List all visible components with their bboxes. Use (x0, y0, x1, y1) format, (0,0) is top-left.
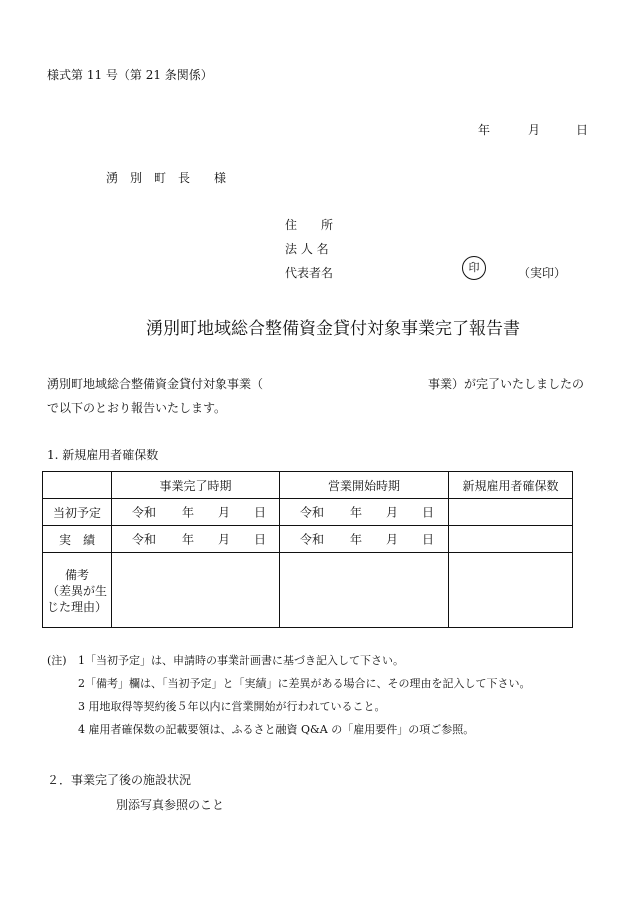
month-unit: 月 (218, 505, 231, 520)
year-unit: 年 (350, 505, 363, 520)
era: 令和 (132, 505, 157, 520)
actual-new-employees[interactable] (449, 526, 573, 553)
note-item-3: 3 用地取得等契約後５年以内に営業開始が行われていること。 (78, 700, 386, 713)
section1-heading: 1. 新規雇用者確保数 (47, 448, 159, 462)
day-unit: 日 (254, 532, 267, 547)
year-unit: 年 (350, 532, 363, 547)
day-unit: 日 (422, 505, 435, 520)
day-unit: 日 (254, 505, 267, 520)
header-new-employees: 新規雇用者確保数 (449, 472, 573, 499)
header-corner (43, 472, 112, 499)
month-unit: 月 (218, 532, 231, 547)
remarks-employees[interactable] (449, 553, 573, 628)
form-number: 様式第 11 号（第 21 条関係） (47, 68, 213, 82)
section2-body: 別添写真参照のこと (116, 798, 225, 812)
actual-opening-date[interactable] (280, 526, 449, 553)
section2-heading: ２．事業完了後の施設状況 (47, 773, 192, 787)
intro-line2: で以下のとおり報告いたします。 (47, 401, 227, 415)
table-row (43, 526, 573, 553)
seal-note: （実印） (518, 266, 567, 280)
table-row (43, 499, 573, 526)
corp-name-label: 法 人 名 (285, 242, 329, 256)
month-unit: 月 (386, 505, 399, 520)
row-label-remarks: 備考 （差異が生 じた理由） (43, 553, 112, 628)
table-row-remarks (43, 553, 573, 628)
note-item-4: 4 雇用者確保数の記載要領は、ふるさと融資 Q&A の「雇用要件」の項ご参照。 (78, 723, 475, 736)
row-label-actual: 実 績 (43, 526, 112, 553)
note-item-2: 2「備考」欄は、「当初予定」と「実績」に差異がある場合に、その理由を記入して下さい。 (78, 677, 531, 690)
intro-line1-left: 湧別町地域総合整備資金貸付対象事業（ (47, 377, 264, 391)
planned-completion-date[interactable] (112, 499, 280, 526)
header-completion-date: 事業完了時期 (112, 472, 280, 499)
header-opening-date: 営業開始時期 (280, 472, 449, 499)
addressee: 湧 別 町 長 様 (106, 171, 227, 185)
employment-table (42, 471, 573, 628)
era: 令和 (300, 505, 325, 520)
day-unit: 日 (422, 532, 435, 547)
date-day: 日 (576, 123, 589, 137)
seal-mark: 印 (462, 256, 486, 280)
year-unit: 年 (182, 505, 195, 520)
document-title: 湧別町地域総合整備資金貸付対象事業完了報告書 (146, 319, 520, 339)
note-item-1: 1「当初予定」は、申請時の事業計画書に基づき記入して下さい。 (78, 654, 404, 667)
date-month: 月 (528, 123, 541, 137)
remarks-opening[interactable] (280, 553, 449, 628)
date-year: 年 (478, 123, 491, 137)
table-header-row (43, 472, 573, 499)
remarks-completion[interactable] (112, 553, 280, 628)
month-unit: 月 (386, 532, 399, 547)
era: 令和 (132, 532, 157, 547)
planned-new-employees[interactable] (449, 499, 573, 526)
row-label-planned: 当初予定 (43, 499, 112, 526)
notes-prefix: (注) (47, 654, 67, 667)
representative-label: 代表者名 (285, 266, 334, 280)
intro-line1-right: 事業）が完了いたしましたの (428, 377, 585, 391)
planned-opening-date[interactable] (280, 499, 449, 526)
era: 令和 (300, 532, 325, 547)
year-unit: 年 (182, 532, 195, 547)
actual-completion-date[interactable] (112, 526, 280, 553)
address-label: 住 所 (285, 218, 334, 232)
